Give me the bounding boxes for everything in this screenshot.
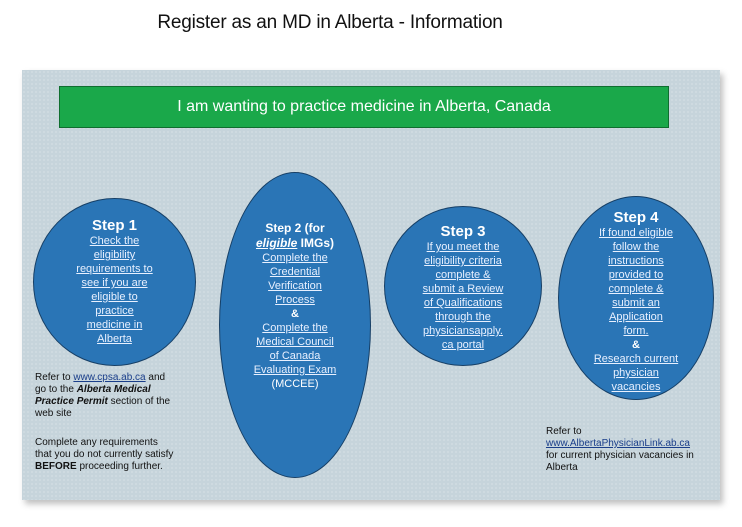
note-text: Alberta <box>546 462 578 473</box>
note-text: that you do not currently satisfy <box>35 449 174 460</box>
step-4-line[interactable]: physician <box>613 367 659 379</box>
step-4-line[interactable]: provided to <box>608 269 664 281</box>
step-1-line[interactable]: see if you are <box>81 277 148 289</box>
step-2-line[interactable]: Credential <box>269 266 321 278</box>
step-1-title: Step 1 <box>91 217 137 234</box>
step-3-line[interactable]: complete & <box>435 269 491 281</box>
step-3-line[interactable]: ca portal <box>441 339 485 351</box>
note-bold: BEFORE <box>35 461 77 472</box>
requirements-note <box>35 437 220 473</box>
step-3-oval <box>384 206 542 366</box>
step-1-line[interactable]: medicine in <box>86 319 143 331</box>
vacancies-note <box>546 426 721 474</box>
step-3-title: Step 3 <box>440 223 486 240</box>
step-3-line[interactable]: of Qualifications <box>423 297 503 309</box>
note-text: section of the <box>107 396 171 407</box>
step-1-line[interactable]: Check the <box>89 235 140 247</box>
step-3-line[interactable]: through the <box>435 311 491 323</box>
step-2-line[interactable]: Complete the <box>262 322 328 334</box>
step-4-line[interactable]: Application <box>609 311 663 323</box>
step-2-line[interactable]: Evaluating Exam <box>253 364 337 376</box>
note-text: go to the <box>35 384 77 395</box>
step-2-line[interactable]: Verification <box>268 280 322 292</box>
step-1-oval <box>33 198 196 366</box>
step-2-mccee: (MCCEE) <box>271 378 319 390</box>
step-1-line[interactable]: requirements to <box>76 263 153 275</box>
step-3-line[interactable]: submit a Review <box>422 283 504 295</box>
step-2-oval <box>219 172 371 478</box>
step-4-line[interactable]: form. <box>623 325 649 337</box>
note-text: Refer to <box>546 426 582 437</box>
step-2-title-suffix: IMGs) <box>297 236 334 250</box>
page-title: Register as an MD in Alberta - Information <box>157 12 503 33</box>
cpsa-link[interactable]: www.cpsa.ab.ca <box>73 372 146 383</box>
step-4-line[interactable]: complete & <box>608 283 664 295</box>
step-4-line[interactable]: follow the <box>612 241 660 253</box>
step-4-line[interactable]: Research current <box>593 353 679 365</box>
step-2-title <box>220 221 370 251</box>
note-bold: Alberta Medical <box>76 384 151 395</box>
step-2-line[interactable]: Complete the <box>262 252 328 264</box>
step-3-line[interactable]: eligibility criteria <box>424 255 502 267</box>
note-text: Complete any requirements <box>35 437 158 448</box>
step-2-line[interactable]: Process <box>275 294 315 306</box>
step-2-line[interactable]: of Canada <box>269 350 321 362</box>
note-text: proceeding further. <box>76 461 163 472</box>
step-1-line[interactable]: practice <box>95 305 134 317</box>
note-text: for current physician vacancies in <box>546 450 694 461</box>
note-bold: Practice Permit <box>35 396 108 407</box>
step-3-line[interactable]: If you meet the <box>426 241 500 253</box>
step-4-line[interactable]: submit an <box>612 297 660 309</box>
note-text: and <box>145 372 166 383</box>
step-3-line[interactable]: physiciansapply. <box>423 325 503 337</box>
step-4-title: Step 4 <box>613 209 659 226</box>
step-1-line[interactable]: eligible to <box>91 291 138 303</box>
cpsa-note <box>35 372 215 420</box>
step-2-line[interactable]: Medical Council <box>256 336 334 348</box>
step-4-oval <box>558 196 714 400</box>
step-4-line[interactable]: instructions <box>608 255 664 267</box>
step-4-line[interactable]: vacancies <box>611 381 661 393</box>
step-1-line[interactable]: eligibility <box>93 249 136 261</box>
step-4-ampersand: & <box>632 339 640 351</box>
step-2-ampersand: & <box>291 308 299 320</box>
step-2-title-prefix: Step 2 (for <box>265 221 325 235</box>
note-text: web site <box>35 408 72 419</box>
diagram-panel <box>22 70 720 500</box>
physician-link[interactable]: www.AlbertaPhysicianLink.ab.ca <box>546 438 690 449</box>
step-1-line[interactable]: Alberta <box>97 333 132 345</box>
step-2-title-eligible: eligible <box>255 236 298 250</box>
note-text: Refer to <box>35 372 74 383</box>
step-4-line[interactable]: If found eligible <box>599 227 673 239</box>
intro-banner: I am wanting to practice medicine in Alberta, Canada <box>59 86 669 128</box>
